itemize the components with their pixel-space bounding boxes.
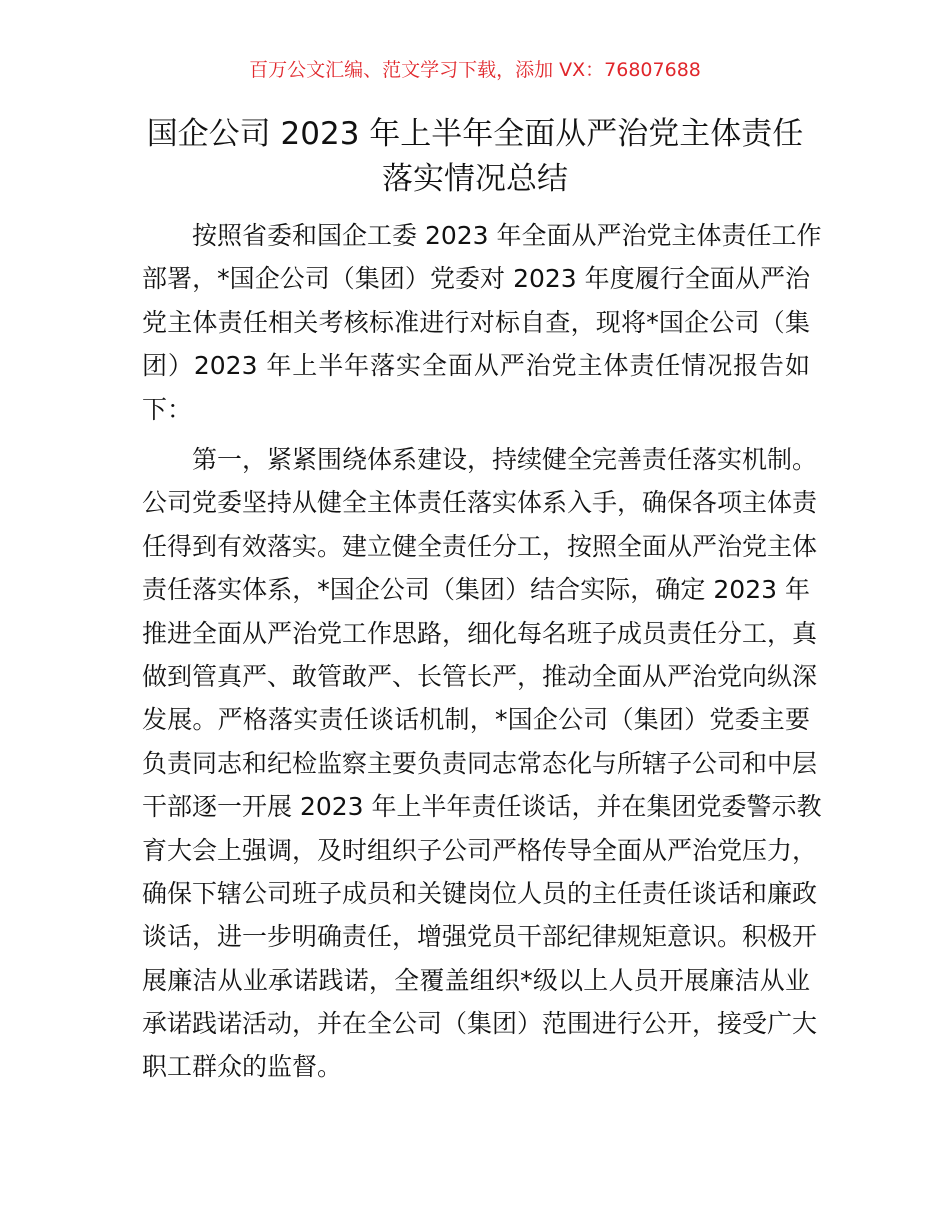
text-line: 第一，紧紧围绕体系建设，持续健全完善责任落实机制。 [192, 445, 818, 474]
document-title [120, 112, 830, 202]
text-line: 负责同志和纪检监察主要负责同志常态化与所辖子公司和中层 [142, 748, 818, 778]
text-line: 育大会上强调，及时组织子公司严格传导全面从严治党压力， [142, 835, 818, 865]
paragraph-intro [142, 214, 822, 431]
text-line: 承诺践诺活动，并在全公司（集团）范围进行公开，接受广大 [142, 1009, 818, 1039]
text-line: 团）2023 年上半年落实全面从严治党主体责任情况报告如 [142, 351, 810, 381]
text-line: 确保下辖公司班子成员和关键岗位人员的主任责任谈话和廉政 [142, 878, 818, 908]
watermark-banner: 百万公文汇编、范文学习下载，添加 VX：76807688 [249, 59, 701, 81]
text-line: 任得到有效落实。建立健全责任分工，按照全面从严治党主体 [142, 531, 818, 561]
text-line: 部署，*国企公司（集团）党委对 2023 年度履行全面从严治 [142, 264, 810, 294]
text-line: 下： [142, 394, 193, 424]
text-line: 干部逐一开展 2023 年上半年责任谈话，并在集团党委警示教 [142, 792, 822, 822]
text-line: 责任落实体系，*国企公司（集团）结合实际，确定 2023 年 [142, 575, 810, 605]
text-line: 按照省委和国企工委 2023 年全面从严治党主体责任工作 [192, 221, 822, 250]
title-line: 国企公司 2023 年上半年全面从严治党主体责任 [146, 116, 804, 152]
text-line: 职工群众的监督。 [142, 1052, 343, 1082]
title-line: 落实情况总结 [382, 161, 568, 197]
text-line: 谈话，进一步明确责任，增强党员干部纪律规矩意识。积极开 [142, 922, 818, 952]
text-line: 推进全面从严治党工作思路，细化每名班子成员责任分工，真 [142, 618, 818, 648]
text-line: 公司党委坚持从健全主体责任落实体系入手，确保各项主体责 [142, 488, 818, 518]
text-line: 展廉洁从业承诺践诺，全覆盖组织*级以上人员开展廉洁从业 [142, 965, 810, 995]
text-line: 发展。严格落实责任谈话机制，*国企公司（集团）党委主要 [142, 705, 810, 735]
paragraph-section-one [142, 438, 822, 1089]
text-line: 党主体责任相关考核标准进行对标自查，现将*国企公司（集 [142, 307, 810, 337]
text-line: 做到管真严、敢管敢严、长管长严，推动全面从严治党向纵深 [142, 661, 818, 691]
